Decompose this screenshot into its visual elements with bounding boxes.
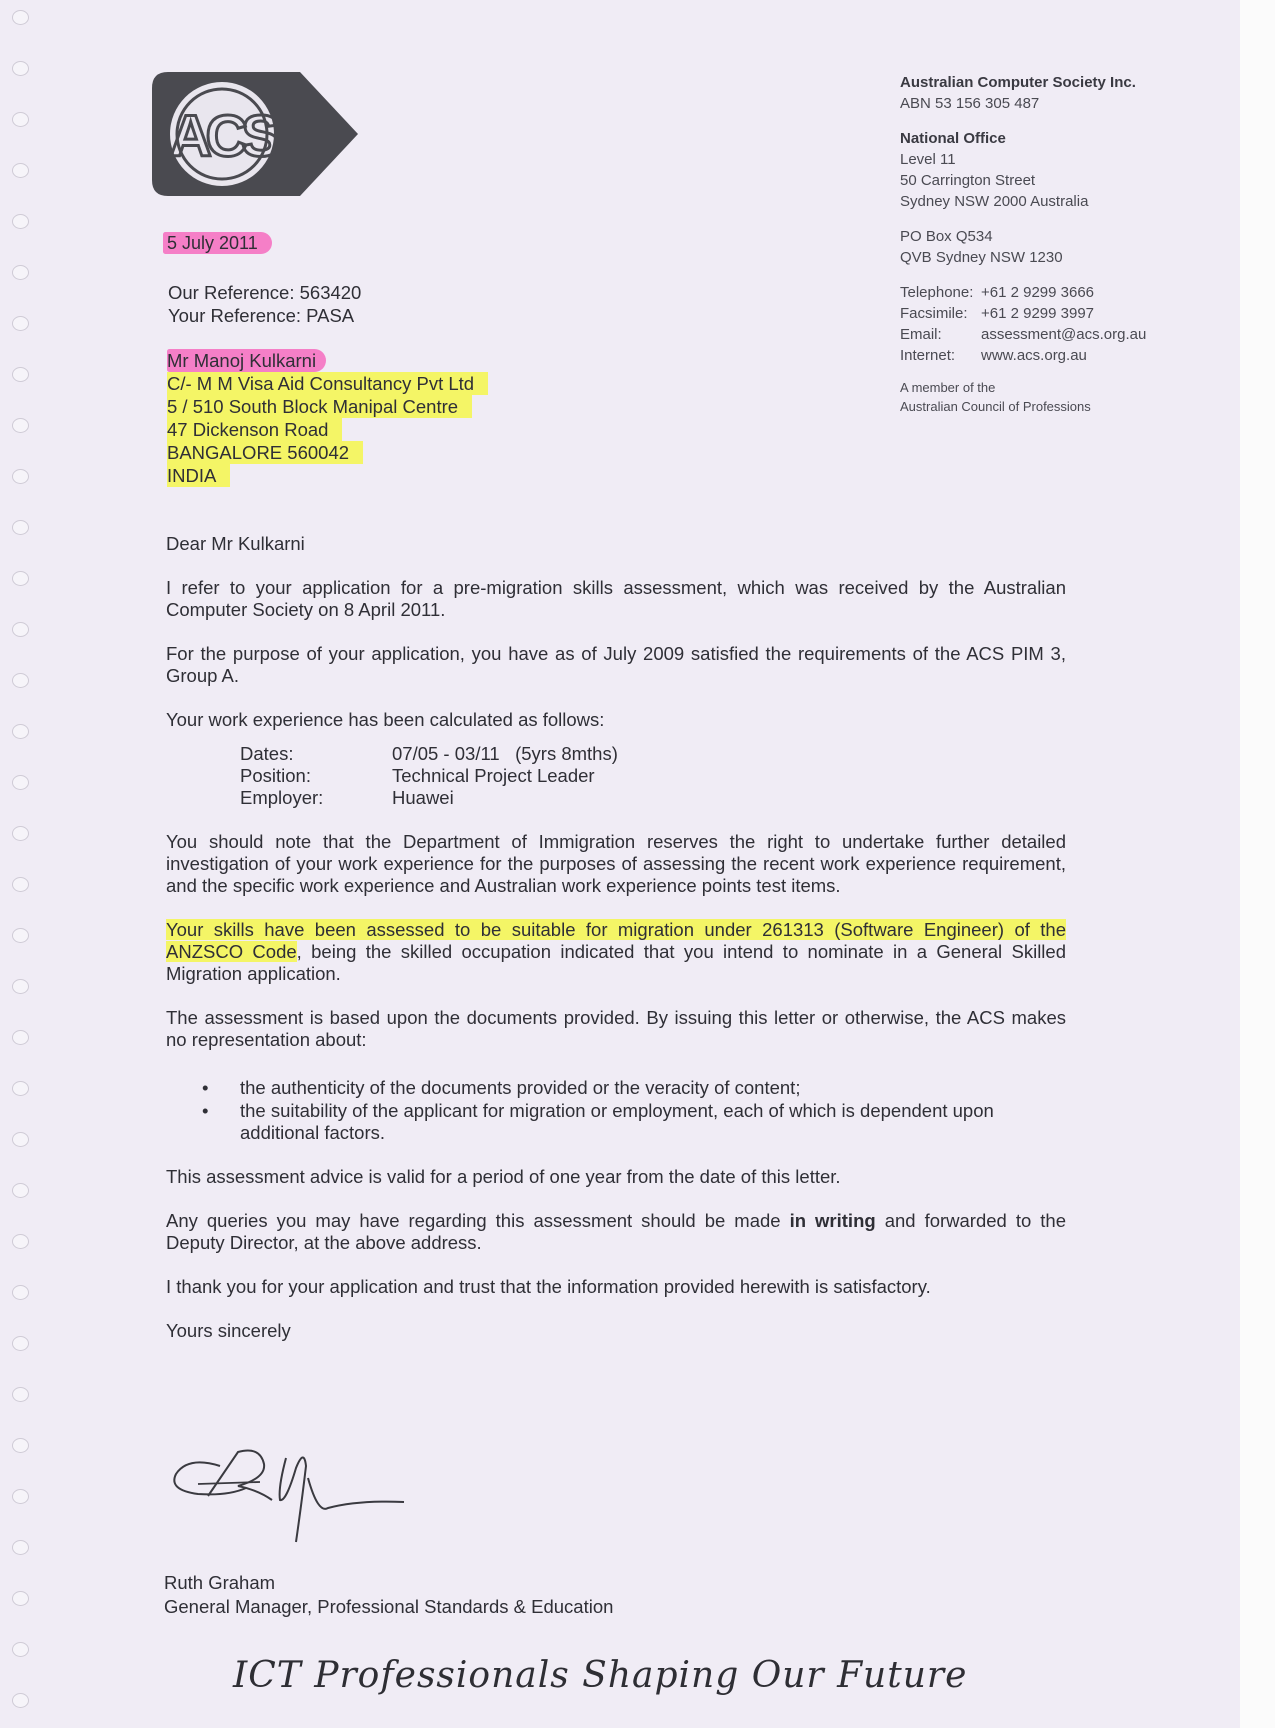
paragraph: This assessment advice is valid for a period of one year from the date of this letter. xyxy=(166,1166,841,1187)
binder-holes xyxy=(12,0,36,1728)
paragraph: I refer to your application for a pre-migration skills assessment, which was received by the Australian Computer Society on 8 April 2011. xyxy=(166,577,1066,620)
our-reference: Our Reference: 563420 xyxy=(168,282,362,303)
sender-org: Australian Computer Society Inc. xyxy=(900,74,1136,91)
binder-hole xyxy=(12,1336,29,1351)
binder-hole xyxy=(12,469,29,484)
signer-block xyxy=(164,1571,613,1619)
acs-logo xyxy=(150,70,360,198)
assessment-paragraph: Your skills have been assessed to be suitable for migration under 261313 (Software Engineer) of the ANZSCO Code, being the skilled occupation indicated that you intend to nominate in a General Skilled Migration application. xyxy=(166,919,1066,984)
binder-hole xyxy=(12,1642,29,1657)
po-line: QVB Sydney NSW 1230 xyxy=(900,249,1063,266)
highlighted-outcome: Your skills have been assessed to be suitable for migration under 261313 (Software Engineer) of the ANZSCO Code xyxy=(166,919,1066,962)
office-line: Level 11 xyxy=(900,151,956,168)
sender-abn: ABN 53 156 305 487 xyxy=(900,95,1040,112)
binder-hole xyxy=(12,673,29,688)
recipient-address xyxy=(167,349,488,487)
page-edge xyxy=(1240,0,1275,1728)
binder-hole xyxy=(12,10,29,25)
letter-body xyxy=(166,533,1066,1364)
binder-hole xyxy=(12,1591,29,1606)
office-line: Sydney NSW 2000 Australia xyxy=(900,193,1089,210)
binder-hole xyxy=(12,1489,29,1504)
binder-hole xyxy=(12,775,29,790)
binder-hole xyxy=(12,1234,29,1249)
binder-hole xyxy=(12,265,29,280)
binder-hole xyxy=(12,928,29,943)
po-line: PO Box Q534 xyxy=(900,228,993,245)
address-line: C/- M M Visa Aid Consultancy Pvt Ltd xyxy=(167,372,488,395)
binder-hole xyxy=(12,61,29,76)
binder-hole xyxy=(12,112,29,127)
binder-hole xyxy=(12,163,29,178)
queries-paragraph: Any queries you may have regarding this assessment should be made in writing and forwarded to the Deputy Director, at the above address. xyxy=(166,1210,1067,1253)
list-item: • the authenticity of the documents provided or the veracity of content; xyxy=(166,1077,1066,1099)
salutation: Dear Mr Kulkarni xyxy=(166,533,305,554)
sender-block xyxy=(900,72,1146,416)
closing: Yours sincerely xyxy=(166,1320,291,1341)
binder-hole xyxy=(12,1693,29,1708)
office-line: 50 Carrington Street xyxy=(900,172,1036,189)
experience-table xyxy=(240,743,1066,809)
binder-hole xyxy=(12,214,29,229)
binder-hole xyxy=(12,1132,29,1147)
contact-facsimile: Facsimile: +61 2 9299 3997 xyxy=(900,305,1095,322)
address-line: BANGALORE 560042 xyxy=(167,441,363,464)
paragraph: Your work experience has been calculated as follows: xyxy=(166,709,605,730)
contact-internet: Internet: www.acs.org.au xyxy=(900,347,1087,364)
your-reference: Your Reference: PASA xyxy=(168,305,355,326)
binder-hole xyxy=(12,1183,29,1198)
logo-text: ACS xyxy=(169,104,275,169)
binder-hole xyxy=(12,520,29,535)
recipient-name: Mr Manoj Kulkarni xyxy=(167,349,326,372)
list-item: • the suitability of the applicant for migration or employment, each of which is dependent upon additional factors. xyxy=(166,1100,1066,1144)
address-line: INDIA xyxy=(167,464,230,487)
binder-hole xyxy=(12,1081,29,1096)
binder-hole xyxy=(12,826,29,841)
binder-hole xyxy=(12,1438,29,1453)
address-line: 47 Dickenson Road xyxy=(167,418,342,441)
paragraph: The assessment is based upon the documents provided. By issuing this letter or otherwise, the ACS makes no representation about: xyxy=(166,1007,1066,1050)
binder-hole xyxy=(12,418,29,433)
office-title: National Office xyxy=(900,130,1006,147)
address-line: 5 / 510 South Block Manipal Centre xyxy=(167,395,472,418)
handwritten-signature xyxy=(168,1438,428,1548)
experience-row: Dates: 07/05 - 03/11 (5yrs 8mths) xyxy=(240,743,618,764)
paragraph: I thank you for your application and trust that the information provided herewith is satisfactory. xyxy=(166,1276,931,1297)
references xyxy=(168,281,361,327)
member-note: A member of the Australian Council of Professions xyxy=(900,380,1091,414)
signer-title: General Manager, Professional Standards & Education xyxy=(164,1596,614,1617)
contact-telephone: Telephone: +61 2 9299 3666 xyxy=(900,284,1095,301)
paragraph: For the purpose of your application, you have as of July 2009 satisfied the requirements of the ACS PIM 3, Group A. xyxy=(166,643,1066,686)
binder-hole xyxy=(12,979,29,994)
experience-row: Employer: Huawei xyxy=(240,787,454,808)
experience-row: Position: Technical Project Leader xyxy=(240,765,595,786)
binder-hole xyxy=(12,622,29,637)
binder-hole xyxy=(12,1540,29,1555)
letter-date: 5 July 2011 xyxy=(163,233,272,254)
disclaimer-list xyxy=(166,1077,1066,1144)
binder-hole xyxy=(12,1285,29,1300)
binder-hole xyxy=(12,724,29,739)
binder-hole xyxy=(12,316,29,331)
binder-hole xyxy=(12,1030,29,1045)
binder-hole xyxy=(12,367,29,382)
footer-motto: ICT Professionals Shaping Our Future xyxy=(233,1655,968,1696)
binder-hole xyxy=(12,1387,29,1402)
binder-hole xyxy=(12,571,29,586)
signer-name: Ruth Graham xyxy=(164,1572,276,1593)
contact-email: Email: assessment@acs.org.au xyxy=(900,326,1147,343)
binder-hole xyxy=(12,877,29,892)
paragraph: You should note that the Department of Immigration reserves the right to undertake further detailed investigation of your work experience for the purposes of assessing the recent work experience requirement, and the specific work experience and Australian work experience points test items. xyxy=(166,831,1066,896)
